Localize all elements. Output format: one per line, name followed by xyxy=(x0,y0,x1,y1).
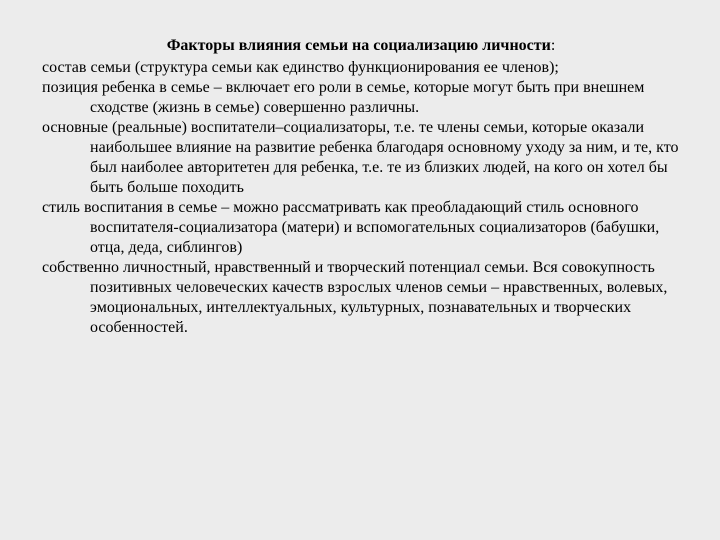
heading-colon: : xyxy=(550,37,556,54)
factor-item-family-potential: собственно личностный, нравственный и творческий потенциал семьи. Вся совокупность позитивных человеческих качеств взрослых членов семьи – нравственных, волевых, эмоциональных, интеллектуальных, культурных, познавательных и творческих особенностей. xyxy=(42,259,668,336)
factor-item-upbringing-style: стиль воспитания в семье – можно рассматривать как преобладающий стиль основного воспитателя-социализатора (матери) и вспомогательных социализаторов (бабушки, отца, деда, сиблингов) xyxy=(42,199,660,256)
factor-item-main-caregivers: основные (реальные) воспитатели–социализаторы, т.е. те члены семьи, которые оказали наибольшее влияние на развитие ребенка благодаря основному уходу за ним, и те, кто был наиболее авторитетен для ребенка, т.е. те из близких людей, на кого он хотел бы быть больше походить xyxy=(42,119,679,196)
heading-title: Факторы влияния семьи на социализацию личности xyxy=(166,37,551,54)
factor-item-child-position: позиция ребенка в семье – включает его роли в семье, которые могут быть при внешнем сходстве (жизнь в семье) совершенно различны. xyxy=(42,79,645,116)
factor-item-family-structure: состав семьи (структура семьи как единство функционирования ее членов); xyxy=(42,59,559,76)
slide-heading xyxy=(42,36,680,56)
